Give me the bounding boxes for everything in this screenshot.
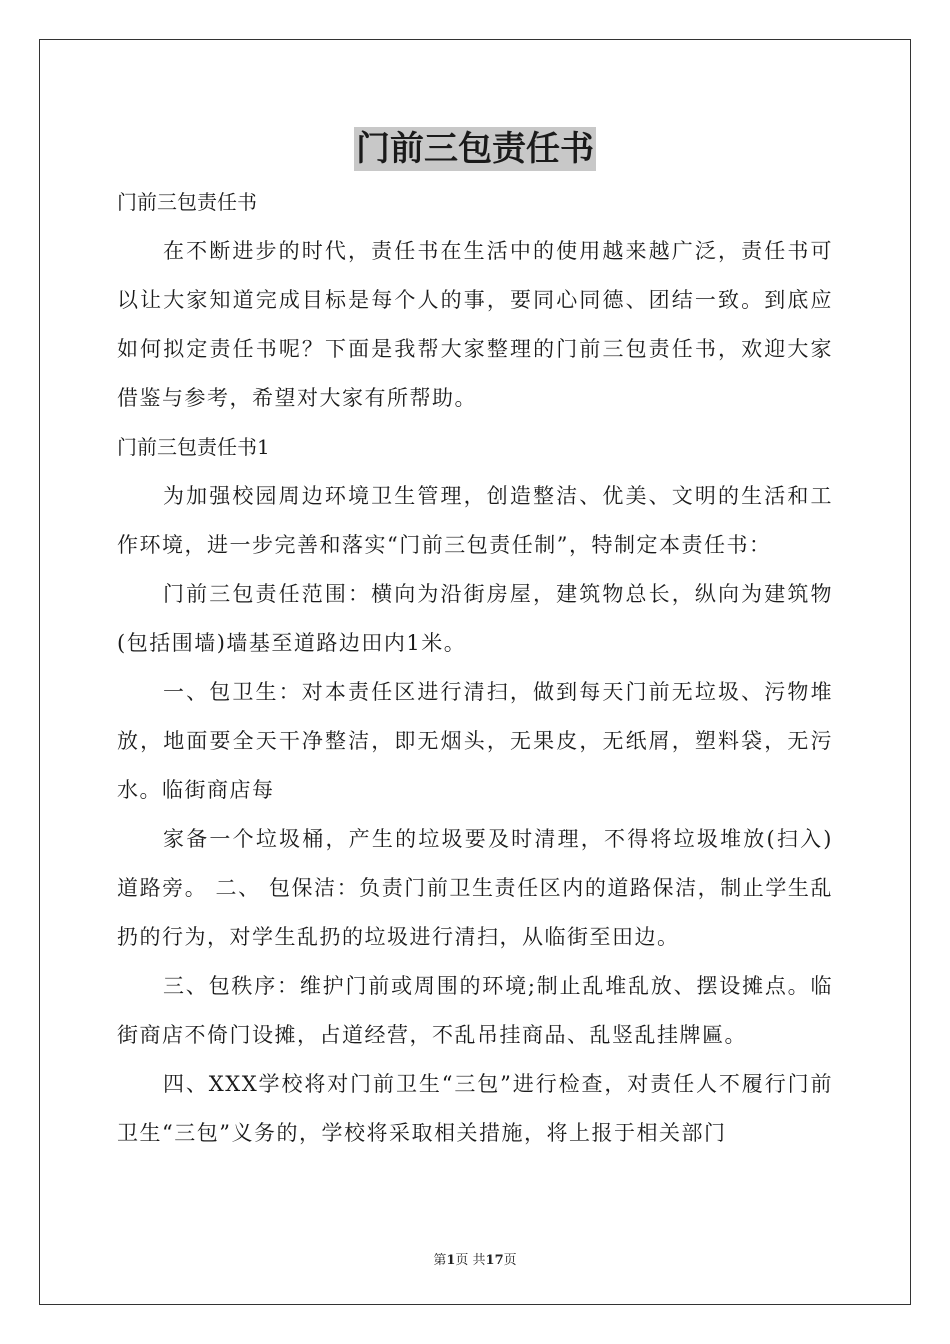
paragraph: 四、XXX学校将对门前卫生“三包”进行检查，对责任人不履行门前卫生“三包”义务的，学校将采取相关措施，将上报于相关部门 — [117, 1072, 833, 1145]
section-heading: 门前三包责任书1 — [117, 435, 270, 459]
paragraph: 门前三包责任范围：横向为沿街房屋，建筑物总长，纵向为建筑物(包括围墙)墙基至道路边田内1米。 — [117, 582, 833, 655]
paragraph: 为加强校园周边环境卫生管理，创造整洁、优美、文明的生活和工作环境，进一步完善和落实“门前三包责任制”，特制定本责任书： — [117, 484, 833, 557]
document-title: 门前三包责任书 — [356, 129, 594, 169]
title-container — [0, 127, 950, 171]
page-footer — [0, 1249, 950, 1268]
document-subtitle: 门前三包责任书 — [117, 190, 257, 214]
intro-paragraph: 在不断进步的时代，责任书在生活中的使用越来越广泛，责任书可以让大家知道完成目标是每个人的事，要同心同德、团结一致。到底应如何拟定责任书呢？下面是我帮大家整理的门前三包责任书，欢迎大家借鉴与参考，希望对大家有所帮助。 — [117, 239, 833, 410]
document-body — [117, 178, 833, 1158]
page-prefix: 第 — [433, 1253, 447, 1268]
paragraph: 家备一个垃圾桶，产生的垃圾要及时清理，不得将垃圾堆放(扫入)道路旁。 二、 包保洁：负责门前卫生责任区内的道路保洁，制止学生乱扔的行为，对学生乱扔的垃圾进行清扫，从临街至田边。 — [117, 827, 833, 949]
paragraph: 三、包秩序：维护门前或周围的环境;制止乱堆乱放、摆设摊点。临街商店不倚门设摊，占道经营，不乱吊挂商品、乱竖乱挂牌匾。 — [117, 974, 833, 1047]
total-page-number: 17 — [485, 1253, 504, 1268]
page-mid: 页 共 — [455, 1253, 486, 1268]
paragraph: 一、包卫生：对本责任区进行清扫，做到每天门前无垃圾、污物堆放，地面要全天干净整洁，即无烟头，无果皮，无纸屑，塑料袋，无污水。临街商店每 — [117, 680, 833, 802]
current-page-number: 1 — [446, 1253, 456, 1268]
page-suffix: 页 — [503, 1253, 517, 1268]
